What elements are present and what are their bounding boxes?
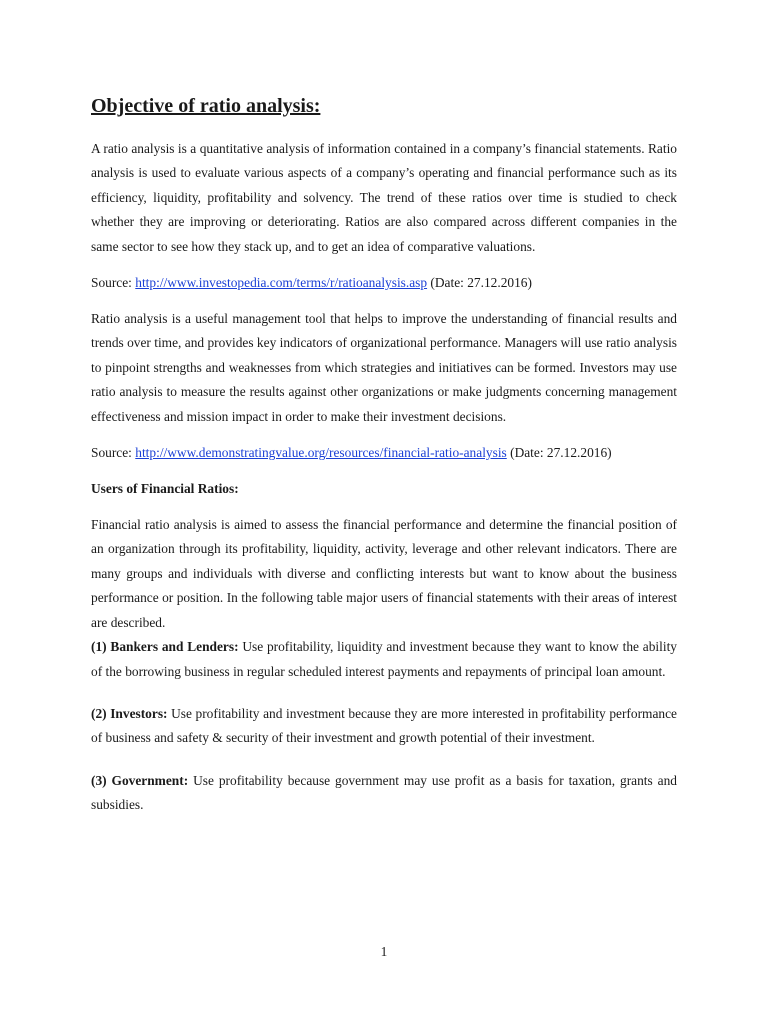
paragraph-management-tool: Ratio analysis is a useful management tool that helps to improve the understanding of financial results and trends over time, and provides key indicators of organizational performance. Managers will use ratio analysis to pinpoint strengths and weaknesses from which strategies and initiatives can be formed. Investors may use ratio analysis to measure the results against other organizations or make judgments concerning management effectiveness and mission impact in order to make their investment decisions. (91, 311, 677, 424)
user-item-text: Use profitability, liquidity and investment because they want to know the ability of the borrowing business in regular scheduled interest payments and repayments of principal loan amount. (91, 639, 677, 679)
user-item-label: (2) Investors: (91, 705, 168, 721)
user-item-label: (3) Government: (91, 772, 189, 788)
source-citation-2 (91, 441, 677, 465)
page-number: 1 (380, 944, 388, 959)
source-citation-1 (91, 271, 677, 295)
page-title: Objective of ratio analysis: (91, 95, 321, 117)
paragraph-users-intro: Financial ratio analysis is aimed to assess the financial performance and determine the financial position of an organization through its profitability, liquidity, activity, leverage and other relevant indicators. There are many groups and individuals with diverse and conflicting interests but want to know about the business performance or position. In the following table major users of financial statements with their areas of interest are described. (91, 517, 677, 630)
source-prefix: Source: (91, 445, 136, 461)
user-item-government (91, 769, 677, 818)
user-item-text: Use profitability and investment because they are more interested in profitability performance of business and safety & security of their investment and growth potential of their investment. (91, 705, 677, 746)
user-item-label: (1) Bankers and Lenders: (91, 639, 239, 655)
source-link-demonstratingvalue[interactable]: http://www.demonstratingvalue.org/resources/financial-ratio-analysis (135, 445, 507, 461)
users-heading: Users of Financial Ratios: (91, 481, 239, 497)
source-date: (Date: 27.12.2016) (506, 445, 612, 461)
user-item-investors (91, 702, 677, 751)
source-date: (Date: 27.12.2016) (427, 275, 532, 291)
user-item-bankers (91, 635, 677, 684)
source-prefix: Source: (91, 275, 136, 291)
paragraph-intro: A ratio analysis is a quantitative analysis of information contained in a company’s financial statements. Ratio analysis is used to evaluate various aspects of a company’s operating and financial performance such as its efficiency, liquidity, profitability and solvency. The trend of these ratios over time is studied to check whether they are improving or deteriorating. Ratios are also compared across different companies in the same sector to see how they stack up, and to get an idea of comparative valuations. (91, 141, 677, 254)
source-link-investopedia[interactable]: http://www.investopedia.com/terms/r/ratioanalysis.asp (135, 275, 428, 291)
document-page (91, 92, 677, 836)
user-item-text: Use profitability because government may use profit as a basis for taxation, grants and subsidies. (91, 772, 677, 813)
